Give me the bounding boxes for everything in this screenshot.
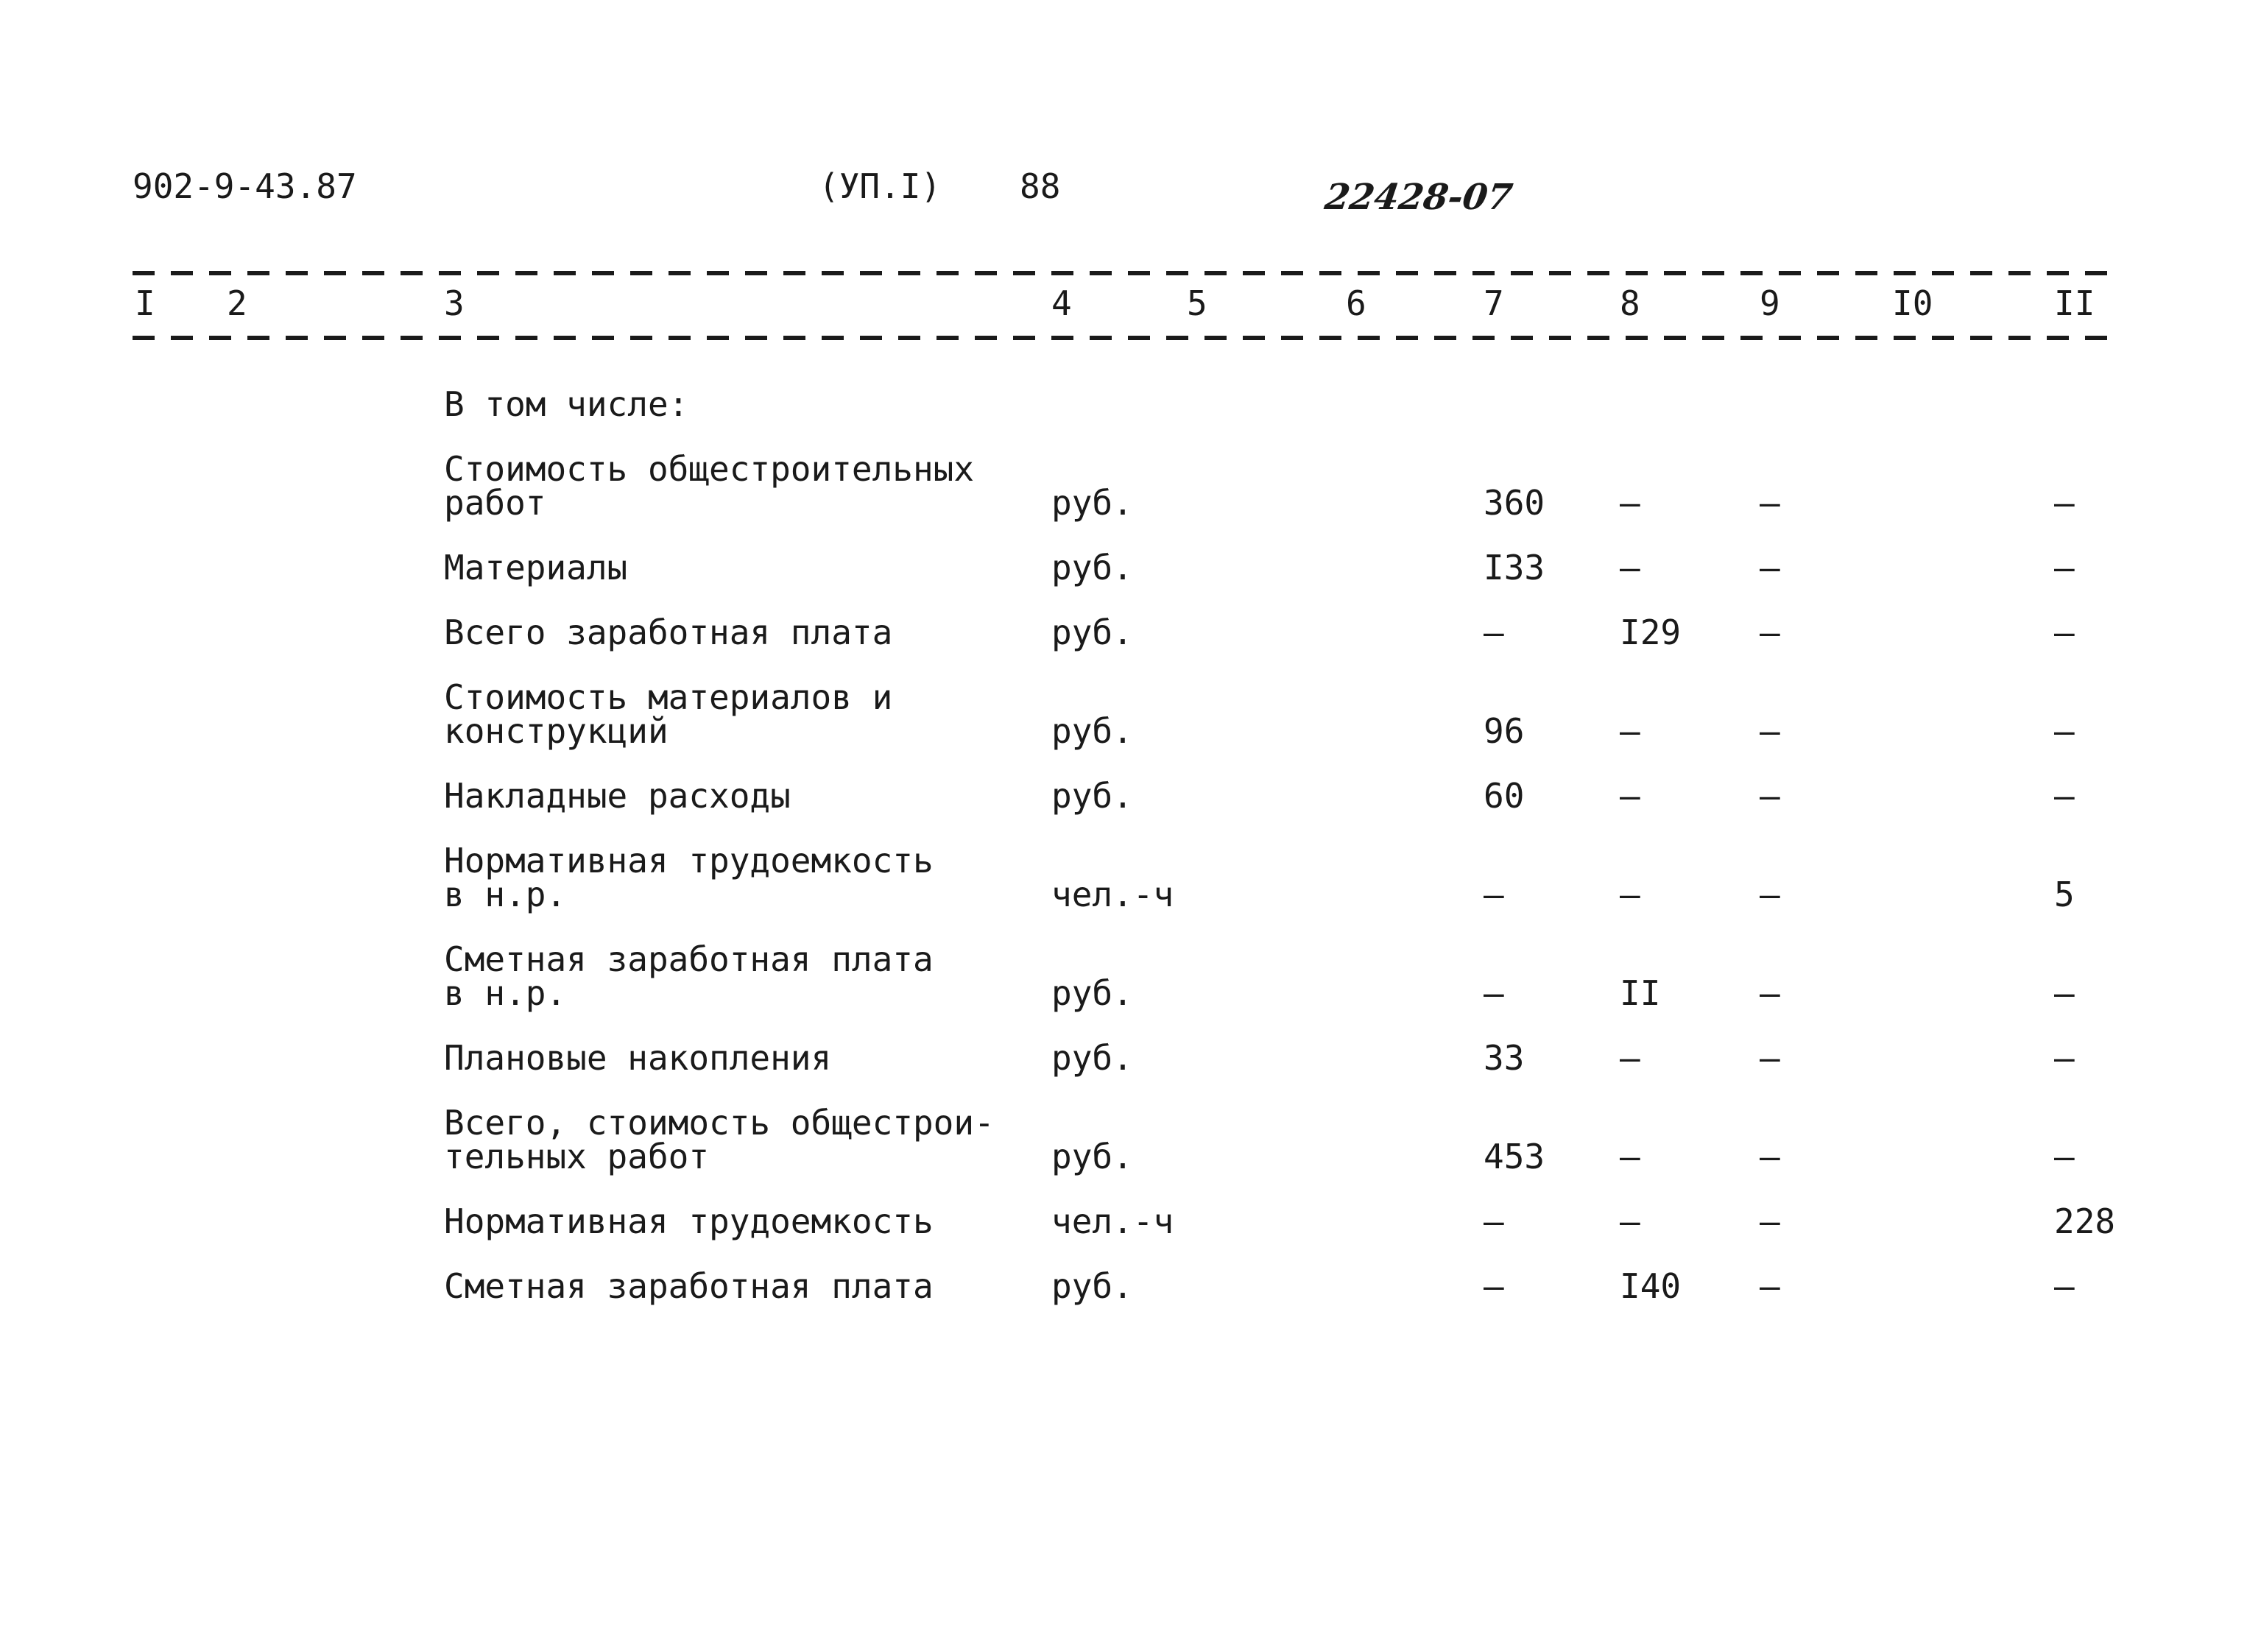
header-bottom-rule [133,336,2113,340]
row-unit: руб. [1051,1038,1133,1078]
row-unit: чел.-ч [1051,1201,1174,1241]
col-number-11: II [2054,283,2095,323]
row-label: Всего заработная плата [444,613,893,652]
row-col11: 5 [2054,875,2075,914]
row-label: Стоимость материалов и конструкций [444,677,893,751]
row-unit: руб. [1051,613,1133,652]
row-col8: – [1620,1137,1640,1176]
row-col8: I40 [1620,1266,1682,1306]
row-col11: – [2054,776,2075,816]
row-label: Материалы [444,548,628,587]
row-col7: – [1484,973,1504,1013]
row-label: Плановые накопления [444,1038,832,1078]
row-unit: руб. [1051,973,1133,1013]
col-number-7: 7 [1484,283,1504,323]
row-col11: – [2054,1137,2075,1176]
row-label: Нормативная трудоемкость [444,1201,934,1241]
row-col9: – [1760,613,1780,652]
row-col7: 96 [1484,711,1525,751]
row-unit: чел.-ч [1051,875,1174,914]
row-col11: – [2054,711,2075,751]
row-unit: руб. [1051,1266,1133,1306]
col-number-8: 8 [1620,283,1640,323]
row-label: Накладные расходы [444,776,791,816]
row-unit: руб. [1051,776,1133,816]
row-col9: – [1760,1201,1780,1241]
row-col9: – [1760,1038,1780,1078]
col-number-2: 2 [227,283,247,323]
row-col11: – [2054,1038,2075,1078]
row-col11: – [2054,973,2075,1013]
col-number-9: 9 [1760,283,1780,323]
row-col9: – [1760,973,1780,1013]
row-col7: – [1484,613,1504,652]
col-number-4: 4 [1051,283,1072,323]
row-label: Стоимость общестроительных работ [444,449,975,523]
row-col8: – [1620,483,1640,523]
archive-stamp: 22428-07 [1322,177,1515,218]
row-col8: – [1620,548,1640,587]
row-col9: – [1760,875,1780,914]
row-col11: – [2054,1266,2075,1306]
document-code: 902-9-43.87 [133,166,357,206]
row-unit: руб. [1051,711,1133,751]
row-col7: – [1484,1266,1504,1306]
row-col7: – [1484,875,1504,914]
section-label: (УП.I) [819,166,942,206]
row-col8: – [1620,1201,1640,1241]
col-number-1: I [135,283,155,323]
row-unit: руб. [1051,1137,1133,1176]
row-col8: II [1620,973,1661,1013]
row-col7: 360 [1484,483,1545,523]
row-col8: – [1620,875,1640,914]
row-label: Сметная заработная плата в н.р. [444,939,934,1013]
row-col11: – [2054,613,2075,652]
row-col9: – [1760,711,1780,751]
row-col9: – [1760,1137,1780,1176]
row-col11: 228 [2054,1201,2116,1241]
row-col7: I33 [1484,548,1545,587]
row-label: Всего, стоимость общестрои- тельных работ [444,1103,995,1176]
sub-heading: В том числе: [444,384,689,424]
row-col9: – [1760,483,1780,523]
page-number: 88 [1020,166,1061,206]
row-col9: – [1760,776,1780,816]
row-col11: – [2054,548,2075,587]
row-unit: руб. [1051,548,1133,587]
row-col7: 60 [1484,776,1525,816]
col-number-5: 5 [1187,283,1207,323]
row-col8: – [1620,776,1640,816]
row-col9: – [1760,548,1780,587]
col-number-10: I0 [1892,283,1933,323]
col-number-6: 6 [1346,283,1366,323]
row-col7: – [1484,1201,1504,1241]
row-label: Сметная заработная плата [444,1266,934,1306]
row-col9: – [1760,1266,1780,1306]
row-col11: – [2054,483,2075,523]
row-unit: руб. [1051,483,1133,523]
row-col8: I29 [1620,613,1682,652]
header-top-rule [133,271,2113,275]
row-col7: 453 [1484,1137,1545,1176]
col-number-3: 3 [444,283,465,323]
row-col7: 33 [1484,1038,1525,1078]
row-col8: – [1620,1038,1640,1078]
row-label: Нормативная трудоемкость в н.р. [444,841,934,914]
row-col8: – [1620,711,1640,751]
